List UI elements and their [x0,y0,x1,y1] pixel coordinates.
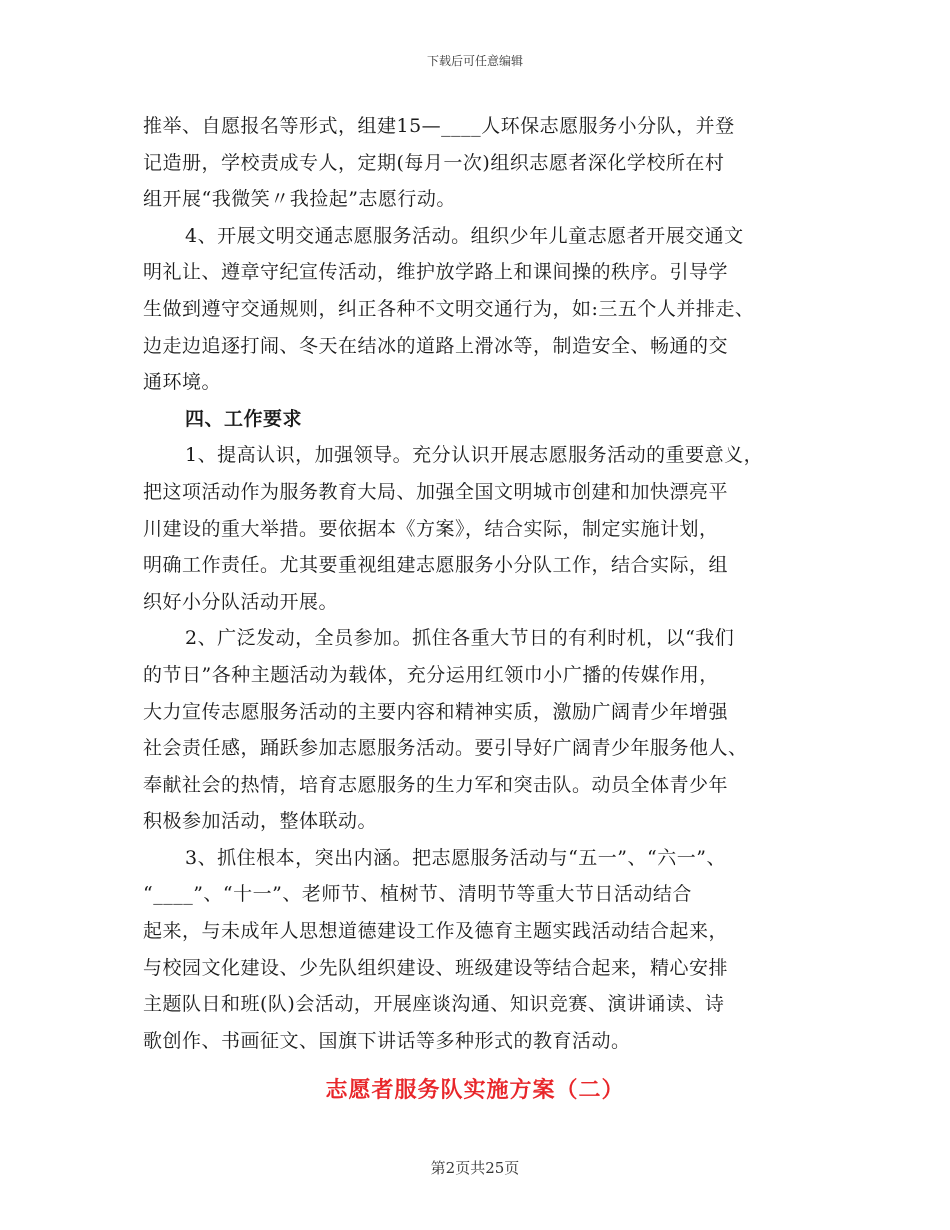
paragraph-start-line: 2、广泛发动，全员参加。抓住各重大节日的有利时机，以“我们 [185,627,735,650]
body-line: 组开展“我微笑〃我捡起”志愿行动。 [143,188,456,211]
document-body [143,108,833,1059]
body-line: 织好小分队活动开展。 [143,590,339,613]
body-line: 大力宣传志愿服务活动的主要内容和精神实质，激励广阔青少年增强 [143,700,729,723]
body-line: 明确工作责任。尤其要重视组建志愿服务小分队工作，结合实际，组 [143,554,729,577]
page-number: 第2页共25页 [430,1159,520,1177]
paragraph-start-line: 3、抓住根本，突出内涵。把志愿服务活动与“五一”、“六一”、 [185,846,726,869]
body-line: 奉献社会的热情，培育志愿服务的生力军和突击队。动员全体青少年 [143,773,729,796]
body-line: 的节日”各种主题活动为载体，充分运用红领巾小广播的传媒作用， [143,663,719,686]
body-line: 与校园文化建设、少先队组织建设、班级建设等结合起来，精心安排 [143,956,729,979]
paragraph-start-line: 1、提高认识，加强领导。充分认识开展志愿服务活动的重要意义， [185,444,764,467]
body-line: 主题队日和班(队)会活动，开展座谈沟通、知识竞赛、演讲诵读、诗 [143,993,725,1016]
body-line: 记造册，学校责成专人，定期(每月一次)组织志愿者深化学校所在村 [143,151,725,174]
body-line: 社会责任感，踊跃参加志愿服务活动。要引导好广阔青少年服务他人、 [143,737,748,760]
page-header: 下载后可任意编辑 [426,54,523,68]
section-heading: 四、工作要求 [185,407,303,430]
body-line: 通环境。 [143,371,222,394]
body-line: 推举、自愿报名等形式，组建15—____人环保志愿服务小分队，并登 [143,115,735,137]
body-line: “____”、“十一”、老师节、植树节、清明节等重大节日活动结合 [143,883,692,906]
body-line: 歌创作、书画征文、国旗下讲话等多种形式的教育活动。 [143,1029,631,1052]
body-line: 边走边追逐打闹、冬天在结冰的道路上滑冰等，制造安全、畅通的交 [143,334,729,357]
paragraph-start-line: 4、开展文明交通志愿服务活动。组织少年儿童志愿者开展交通文 [185,224,744,247]
body-line: 明礼让、遵章守纪宣传活动，维护放学路上和课间操的秩序。引导学 [143,261,729,284]
body-line: 把这项活动作为服务教育大局、加强全国文明城市创建和加快漂亮平 [143,480,729,503]
body-line: 川建设的重大举措。要依据本《方案》，结合实际，制定实施计划， [143,517,719,540]
section-title: 志愿者服务队实施方案（二） [325,1077,625,1103]
body-line: 积极参加活动，整体联动。 [143,810,378,833]
body-line: 起来，与未成年人思想道德建设工作及德育主题实践活动结合起来， [143,920,729,943]
body-line: 生做到遵守交通规则，纠正各种不文明交通行为，如:三五个人并排走、 [143,297,755,320]
